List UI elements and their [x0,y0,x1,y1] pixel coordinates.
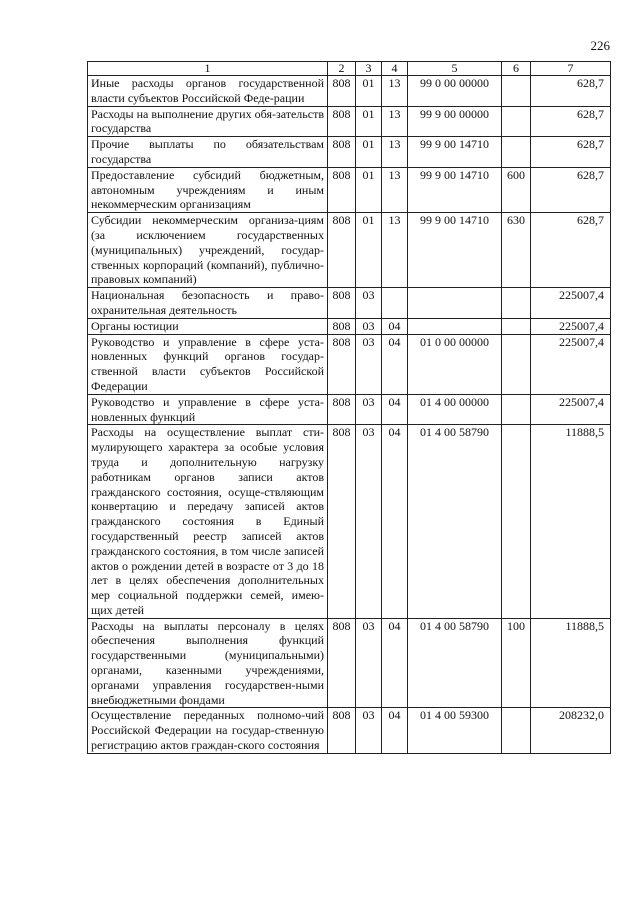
table-row [88,618,611,708]
header-cell-7: 7 [531,62,611,76]
target-article-cell: 99 9 00 14710 [408,213,502,288]
expense-type-cell [502,288,531,319]
row-name-cell: Расходы на осуществление выплат сти-мулирующего характера за особые условия труда и дополнительную нагрузку работникам органов записи актов гражданского состояния, осуще-ствляющим конвертацию и передачу записей актов гражданского состояния в Единый государственный реестр записей актов гражданского состояния, в том числе записей актов о рождении детей в возрасте от 3 до 18 лет в целях обеспечения дополнительных мер социальной поддержки семей, имею-щих детей [88,425,328,618]
ministry-code-cell: 808 [328,708,356,753]
amount-cell: 208232,0 [531,708,611,753]
row-name-cell: Национальная безопасность и право-охранительная деятельность [88,288,328,319]
subsection-code-cell: 04 [382,708,408,753]
subsection-code-cell: 13 [382,213,408,288]
expense-type-cell [502,334,531,394]
table-row [88,106,611,137]
target-article-cell [408,288,502,319]
row-name-cell: Расходы на выплаты персоналу в целях обеспечения выполнения функций государственными (муниципальными) органами, казенными учреждениями, органами управления государствен-ными внебюджетными фондами [88,618,328,708]
ministry-code-cell: 808 [328,106,356,137]
row-name-cell: Руководство и управление в сфере уста-новленных функций [88,394,328,425]
ministry-code-cell: 808 [328,213,356,288]
section-code-cell: 03 [356,618,382,708]
subsection-code-cell: 04 [382,318,408,334]
row-name-cell: Осуществление переданных полномо-чий Российской Федерации на государ-ственную регистрацию актов граждан-ского состояния [88,708,328,753]
table-row [88,425,611,618]
subsection-code-cell [382,288,408,319]
target-article-cell: 99 9 00 14710 [408,167,502,212]
row-name-cell: Предоставление субсидий бюджетным, автономным учреждениям и иным некоммерческим организациям [88,167,328,212]
target-article-cell [408,318,502,334]
target-article-cell: 99 0 00 00000 [408,76,502,107]
amount-cell: 11888,5 [531,618,611,708]
target-article-cell: 99 9 00 00000 [408,106,502,137]
amount-cell: 628,7 [531,167,611,212]
table-row [88,334,611,394]
amount-cell: 11888,5 [531,425,611,618]
table-header-row [88,62,611,76]
table-row [88,708,611,753]
budget-table [87,61,611,754]
expense-type-cell [502,137,531,168]
ministry-code-cell: 808 [328,618,356,708]
amount-cell: 628,7 [531,106,611,137]
table-row [88,288,611,319]
table-row [88,167,611,212]
table-row [88,76,611,107]
table-row [88,137,611,168]
subsection-code-cell: 13 [382,106,408,137]
target-article-cell: 01 4 00 00000 [408,394,502,425]
header-cell-5: 5 [408,62,502,76]
subsection-code-cell: 13 [382,167,408,212]
target-article-cell: 99 9 00 14710 [408,137,502,168]
subsection-code-cell: 13 [382,76,408,107]
ministry-code-cell: 808 [328,394,356,425]
ministry-code-cell: 808 [328,167,356,212]
page-number: 226 [590,38,610,53]
amount-cell: 225007,4 [531,394,611,425]
amount-cell: 225007,4 [531,318,611,334]
amount-cell: 225007,4 [531,334,611,394]
header-cell-4: 4 [382,62,408,76]
header-cell-6: 6 [502,62,531,76]
subsection-code-cell: 04 [382,425,408,618]
section-code-cell: 01 [356,76,382,107]
ministry-code-cell: 808 [328,425,356,618]
row-name-cell: Расходы на выполнение других обя-зательств государства [88,106,328,137]
subsection-code-cell: 04 [382,334,408,394]
table-row [88,213,611,288]
row-name-cell: Иные расходы органов государственной власти субъектов Российской Феде-рации [88,76,328,107]
expense-type-cell: 630 [502,213,531,288]
amount-cell: 628,7 [531,137,611,168]
row-name-cell: Прочие выплаты по обязательствам государства [88,137,328,168]
section-code-cell: 03 [356,318,382,334]
section-code-cell: 01 [356,213,382,288]
amount-cell: 225007,4 [531,288,611,319]
header-cell-3: 3 [356,62,382,76]
ministry-code-cell: 808 [328,288,356,319]
table-row [88,318,611,334]
header-cell-1: 1 [88,62,328,76]
expense-type-cell: 100 [502,618,531,708]
section-code-cell: 03 [356,708,382,753]
expense-type-cell [502,394,531,425]
subsection-code-cell: 04 [382,394,408,425]
section-code-cell: 03 [356,394,382,425]
amount-cell: 628,7 [531,76,611,107]
row-name-cell: Субсидии некоммерческим организа-циям (за исключением государственных (муниципальных) учреждений, государ-ственных корпораций (компаний), публично-правовых компаний) [88,213,328,288]
section-code-cell: 01 [356,106,382,137]
ministry-code-cell: 808 [328,334,356,394]
subsection-code-cell: 13 [382,137,408,168]
section-code-cell: 03 [356,425,382,618]
amount-cell: 628,7 [531,213,611,288]
expense-type-cell [502,76,531,107]
ministry-code-cell: 808 [328,137,356,168]
subsection-code-cell: 04 [382,618,408,708]
expense-type-cell: 600 [502,167,531,212]
header-cell-2: 2 [328,62,356,76]
section-code-cell: 03 [356,288,382,319]
target-article-cell: 01 0 00 00000 [408,334,502,394]
target-article-cell: 01 4 00 58790 [408,425,502,618]
table-row [88,394,611,425]
target-article-cell: 01 4 00 59300 [408,708,502,753]
expense-type-cell [502,106,531,137]
section-code-cell: 01 [356,137,382,168]
row-name-cell: Органы юстиции [88,318,328,334]
section-code-cell: 01 [356,167,382,212]
ministry-code-cell: 808 [328,318,356,334]
expense-type-cell [502,708,531,753]
expense-type-cell [502,425,531,618]
target-article-cell: 01 4 00 58790 [408,618,502,708]
expense-type-cell [502,318,531,334]
ministry-code-cell: 808 [328,76,356,107]
section-code-cell: 03 [356,334,382,394]
row-name-cell: Руководство и управление в сфере уста-новленных функций органов государ-ственной власти субъектов Российской Федерации [88,334,328,394]
